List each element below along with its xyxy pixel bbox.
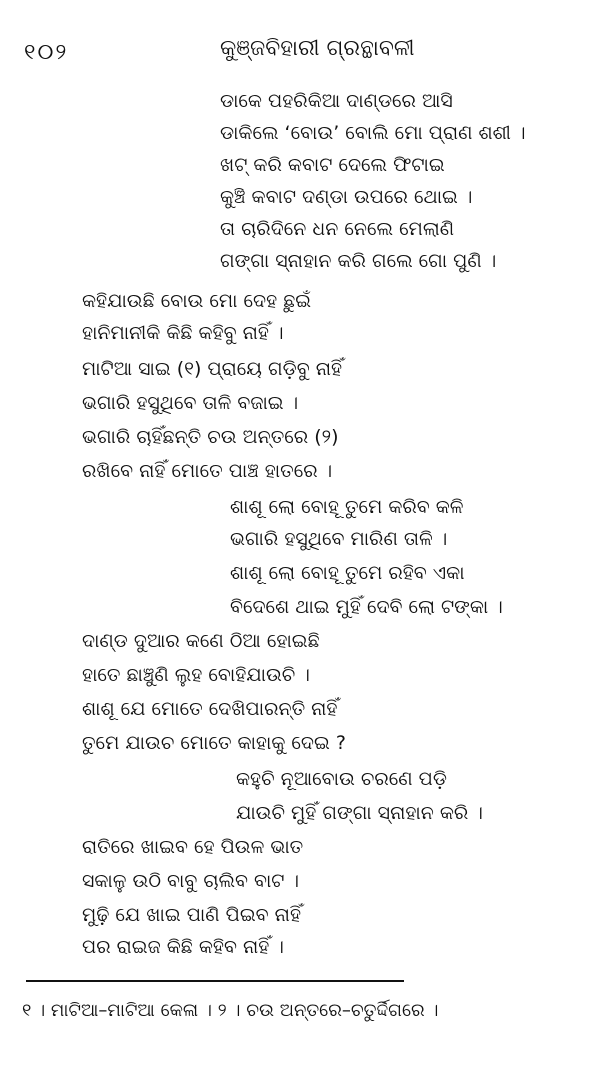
poem-line: ଡାକେ ପହରିକିଆ ଦାଣ୍ଡରେ ଆସି bbox=[220, 90, 453, 112]
poem-line: ତୁମେ ଯାଉଚ ମୋତେ କାହାକୁ ଦେଇ ? bbox=[82, 732, 346, 754]
poem-line: ରାତିରେ ଖାଇବ ହେ ପିଉଳ ଭାତ bbox=[82, 836, 304, 858]
poem-line: ପର ରାଇଜ କିଛି କହିବ ନାହିଁ । bbox=[82, 936, 284, 958]
footnote: ୧ । ମାଟିଆ–ମାଟିଆ କେଳା । ୨ । ଚଉ ଅନ୍ତରେ–ଚତୁର୍ଦ୍ଦିଗରେ । bbox=[22, 1000, 439, 1021]
poem-line: କହିଯାଉଛି ବୋଉ ମୋ ଦେହ ଛୁଇଁ bbox=[82, 290, 312, 312]
poem-line: ତା ଚାରିଦିନେ ଧନ ନେଲେ ମେଲାଣି bbox=[220, 218, 455, 240]
footnote-rule bbox=[26, 980, 404, 982]
poem-line: କୁଞ୍ଚି କବାଟ ଦଣ୍ଡା ଉପରେ ଥୋଇ । bbox=[220, 186, 473, 208]
poem-line: ଭଗାରି ହସୁଥିବେ ମାରିଣ ତାଳି । bbox=[230, 528, 448, 550]
poem-line: ଯାଉଚି ମୁହିଁ ଗଙ୍ଗା ସ୍ନାହାନ କରି । bbox=[236, 802, 483, 824]
poem-line: ଶାଶୂ ଲୋ ବୋହୂ ତୁମେ କରିବ କଳି bbox=[230, 496, 464, 518]
poem-line: ଦାଣ୍ଡ ଦୁଆର କଣେ ଠିଆ ହୋଇଛି bbox=[82, 630, 320, 652]
poem-line: କହୁଚି ନୂଆବୋଉ ଚରଣେ ପଡ଼ି bbox=[236, 768, 447, 790]
poem-line: ଭଗାରି ଚାହିଁଛନ୍ତି ଚଉ ଅନ୍ତରେ (୨) bbox=[82, 426, 339, 448]
poem-line: ମୁଢ଼ି ଯେ ଖାଇ ପାଣି ପିଇବ ନାହିଁ bbox=[82, 904, 302, 926]
poem-line: ହାନିମାନୀକି କିଛି କହିବୁ ନାହିଁ । bbox=[82, 322, 284, 344]
poem-line: ବିଦେଶେ ଥାଇ ମୁହିଁ ଦେବି ଲୋ ଟଙ୍କା । bbox=[230, 596, 503, 618]
poem-line: ଭଗାରି ହସୁଥିବେ ତାଳି ବଜାଇ । bbox=[82, 392, 299, 414]
running-title: କୁଞ୍ଜବିହାରୀ ଗ୍ରନ୍ଥାବଳୀ bbox=[220, 36, 415, 61]
poem-line: ଖଟ୍ କରି କବାଟ ଦେଲେ ଫିଟାଇ bbox=[220, 154, 445, 176]
poem-line: ହାତେ ଛାଞ୍ଚୁଣି ଲୁହ ବୋହିଯାଉଚି । bbox=[82, 664, 310, 686]
poem-line: ଶାଶୂ ଲୋ ବୋହୂ ତୁମେ ରହିବ ଏକା bbox=[230, 562, 465, 584]
poem-line: ଗଙ୍ଗା ସ୍ନାହାନ କରି ଗଲେ ଗୋ ପୁଣି । bbox=[220, 250, 497, 272]
page-number: ୧୦୨ bbox=[24, 40, 69, 65]
poem-line: ଡାକିଲେ ‘ବୋଉ’ ବୋଲି ମୋ ପ୍ରାଣ ଶଶୀ । bbox=[220, 122, 526, 144]
poem-line: ଶାଶୂ ଯେ ମୋତେ ଦେଖିପାରନ୍ତି ନାହିଁ bbox=[82, 698, 338, 720]
poem-line: ମାଟିଆ ସାଇ (୧) ପ୍ରାୟେ ଗଡ଼ିବୁ ନାହିଁ bbox=[82, 358, 343, 380]
poem-line: ରଖିବେ ନାହିଁ ମୋତେ ପାଞ୍ଚ ହାତରେ । bbox=[82, 460, 333, 482]
poem-line: ସକାଳୁ ଉଠି ବାବୁ ଚାଲିବ ବାଟ । bbox=[82, 870, 300, 892]
